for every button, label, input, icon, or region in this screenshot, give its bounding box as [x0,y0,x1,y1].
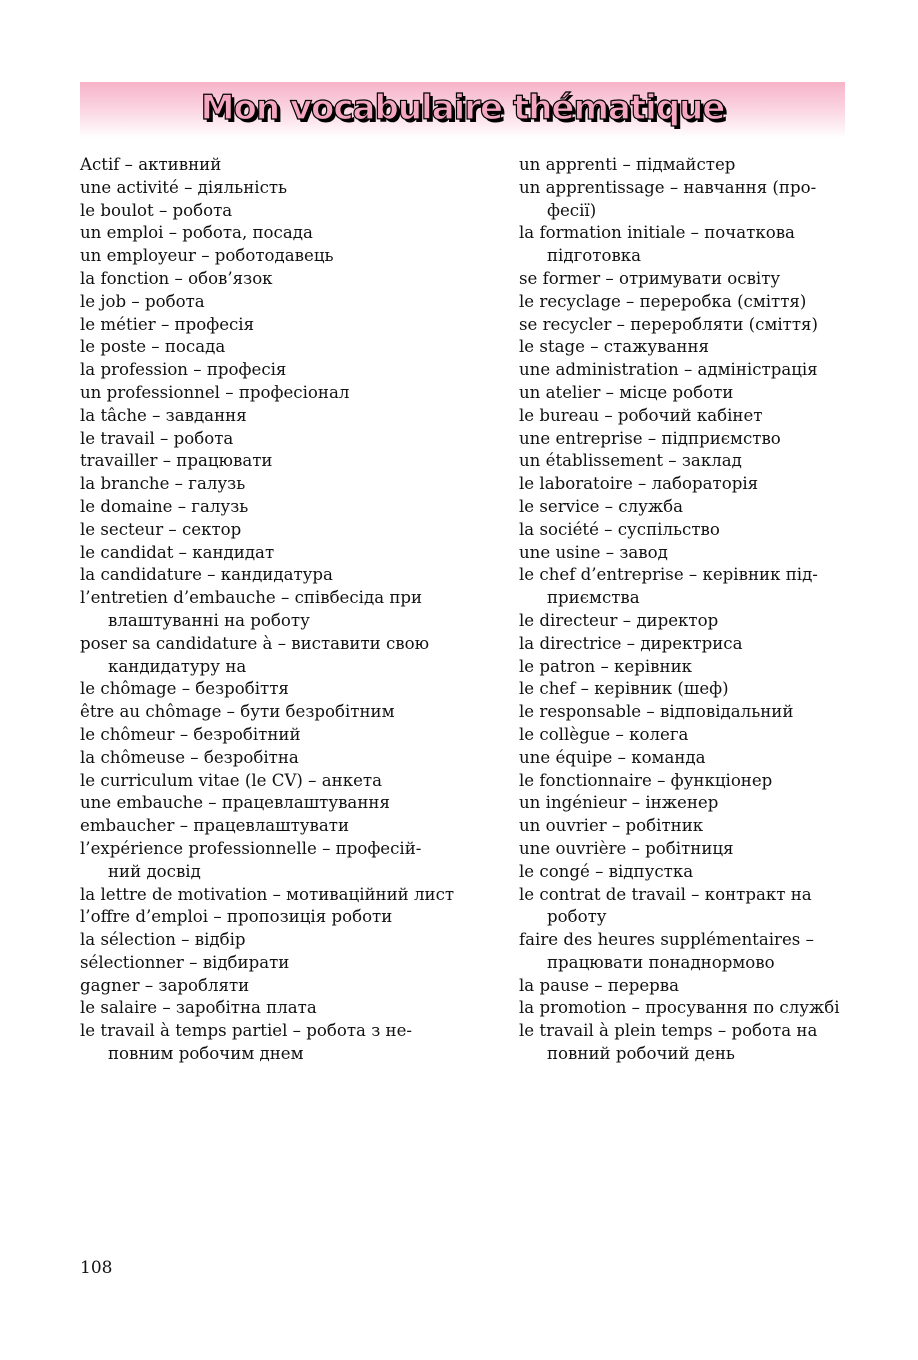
vocabulary-entry [519,1020,845,1066]
vocabulary-entry-text: le boulot – робота [80,200,233,220]
vocabulary-entry-text: une administration – адміністрація [519,360,818,380]
vocabulary-entry-text: un apprentissage – навчання (про- [519,177,817,197]
vocabulary-entry-text: le service – служба [519,496,684,516]
vocabulary-entry [519,496,845,519]
vocabulary-entry-text: la pause – перерва [519,975,680,995]
vocabulary-entry-text: la profession – професія [80,360,287,380]
vocabulary-entry [80,542,468,565]
vocabulary-entry [80,359,468,382]
vocabulary-entry [80,678,468,701]
vocabulary-entry-text: la formation initiale – початкова [519,223,795,243]
vocabulary-entry [519,815,845,838]
vocabulary-entry-text: le chef – керівник (шеф) [519,679,729,699]
vocabulary-entry [80,405,468,428]
vocabulary-entry [80,975,468,998]
vocabulary-entry [80,838,468,884]
vocabulary-entry-text: le domaine – галузь [80,496,249,516]
vocabulary-entry-continuation: підготовка [547,246,642,266]
vocabulary-entry [519,314,845,337]
vocabulary-entry [80,382,468,405]
vocabulary-entry-text: le fonctionnaire – функціонер [519,770,773,790]
vocabulary-entry [519,724,845,747]
vocabulary-entry [519,268,845,291]
vocabulary-entry-continuation: повний робочий день [547,1044,735,1064]
vocabulary-entry [519,633,845,656]
vocabulary-entry-text: la branche – галузь [80,474,246,494]
vocabulary-entry-text: une entreprise – підприємство [519,428,781,448]
vocabulary-entry-text: une équipe – команда [519,747,706,767]
vocabulary-entry [519,542,845,565]
vocabulary-entry-text: le chef d’entreprise – керівник під- [519,565,818,585]
vocabulary-entry-text: une ouvrière – робітниця [519,838,734,858]
vocabulary-entry [519,884,845,930]
vocabulary-entry-text: le stage – стажування [519,337,709,357]
vocabulary-entry [80,633,468,679]
vocabulary-entry-text: une activité – діяльність [80,177,288,197]
vocabulary-entry-text: embaucher – працевлаштувати [80,816,350,836]
vocabulary-entry [519,222,845,268]
vocabulary-entry-continuation: повним робочим днем [108,1044,304,1064]
vocabulary-column-left [80,154,468,1066]
vocabulary-entry [519,861,845,884]
vocabulary-entry-continuation: працювати понаднормово [547,952,775,972]
vocabulary-entry-text: un ouvrier – робітник [519,816,704,836]
vocabulary-entry-text: le contrat de travail – контракт на [519,884,812,904]
vocabulary-entry [80,314,468,337]
vocabulary-entry-continuation: влаштуванні на роботу [108,610,310,630]
vocabulary-entry-text: une embauche – працевлаштування [80,793,390,813]
vocabulary-entry [519,154,845,177]
vocabulary-column-right [519,154,845,1066]
vocabulary-entry-continuation: кандидатуру на [108,656,247,676]
vocabulary-entry [80,952,468,975]
vocabulary-entry [80,450,468,473]
vocabulary-entry-text: se recycler – переробляти (сміття) [519,314,818,334]
vocabulary-entry-text: le job – робота [80,291,205,311]
vocabulary-entry-text: faire des heures supplémentaires – [519,930,814,950]
vocabulary-entry-text: la directrice – директриса [519,633,743,653]
page-title: Mon vocabulaire thématique [200,88,725,128]
vocabulary-entry-text: l’offre d’emploi – пропозиція роботи [80,907,393,927]
page-number: 108 [80,1258,113,1278]
vocabulary-entry-text: le secteur – сектор [80,519,242,539]
vocabulary-entry [519,792,845,815]
vocabulary-entry-text: un ingénieur – інженер [519,793,719,813]
vocabulary-entry [80,997,468,1020]
vocabulary-entry-text: le patron – керівник [519,656,692,676]
vocabulary-entry [519,177,845,223]
vocabulary-entry [519,564,845,610]
vocabulary-entry [80,200,468,223]
vocabulary-entry [80,473,468,496]
vocabulary-entry-text: le responsable – відповідальний [519,702,794,722]
vocabulary-entry-text: le curriculum vitae (le CV) – анкета [80,770,382,790]
vocabulary-entry-text: un employeur – роботодавець [80,246,334,266]
vocabulary-entry-text: un apprenti – підмайстер [519,155,736,174]
vocabulary-entry [519,770,845,793]
vocabulary-entry-text: le laboratoire – лабораторія [519,474,759,494]
vocabulary-entry-text: travailler – працювати [80,451,273,471]
vocabulary-entry-text: le recyclage – переробка (сміття) [519,291,807,311]
vocabulary-entry [519,656,845,679]
vocabulary-entry [80,564,468,587]
vocabulary-entry-text: le travail à temps partiel – робота з не- [80,1021,413,1041]
vocabulary-entry-text: un emploi – робота, посада [80,223,313,243]
vocabulary-entry [519,997,845,1020]
vocabulary-entry-text: la tâche – завдання [80,405,247,425]
vocabulary-entry [80,1020,468,1066]
vocabulary-entry [80,268,468,291]
vocabulary-entry-text: se former – отримувати освіту [519,268,781,288]
vocabulary-entry [519,428,845,451]
vocabulary-entry-text: un établissement – заклад [519,451,742,471]
vocabulary-entry-continuation: приємства [547,588,640,608]
vocabulary-entry [519,519,845,542]
vocabulary-entry-text: un professionnel – професіонал [80,382,350,402]
vocabulary-entry-text: le métier – професія [80,314,255,334]
vocabulary-entry [519,382,845,405]
title-banner [80,82,845,138]
vocabulary-entry [519,975,845,998]
vocabulary-entry-text: la société – суспільство [519,519,720,539]
vocabulary-entry-text: la sélection – відбір [80,930,246,950]
vocabulary-entry [80,884,468,907]
vocabulary-entry [519,450,845,473]
vocabulary-entry [80,177,468,200]
vocabulary-entry [80,770,468,793]
vocabulary-entry-text: une usine – завод [519,542,668,562]
vocabulary-entry [519,838,845,861]
vocabulary-entry-text: le chômage – безробіття [80,679,289,699]
vocabulary-entry [80,245,468,268]
vocabulary-entry [519,610,845,633]
vocabulary-entry-text: le poste – посада [80,337,226,357]
vocabulary-entry [80,747,468,770]
vocabulary-entry [80,906,468,929]
vocabulary-entry-text: le congé – відпустка [519,861,694,881]
vocabulary-entry [80,496,468,519]
vocabulary-entry [519,405,845,428]
vocabulary-entry-text: la lettre de motivation – мотиваційний лист [80,884,455,904]
vocabulary-entry-text: le directeur – директор [519,610,719,630]
vocabulary-entry-text: le collègue – колега [519,724,689,744]
vocabulary-entry [80,222,468,245]
vocabulary-entry-text: la fonction – обов’язок [80,268,273,288]
vocabulary-entry-text: le chômeur – безробітний [80,724,301,744]
vocabulary-entry-text: la promotion – просування по службі [519,998,840,1018]
vocabulary-entry [80,701,468,724]
vocabulary-entry-text: gagner – заробляти [80,975,250,995]
vocabulary-entry-text: un atelier – місце роботи [519,382,734,402]
vocabulary-entry-continuation: роботу [547,907,607,927]
vocabulary-entry [80,587,468,633]
vocabulary-entry [80,336,468,359]
vocabulary-entry [519,929,845,975]
vocabulary-entry [519,747,845,770]
vocabulary-entry-text: poser sa candidature à – виставити свою [80,633,430,653]
vocabulary-entry [80,815,468,838]
vocabulary-entry-continuation: ний досвід [108,861,201,881]
vocabulary-entry [80,519,468,542]
vocabulary-entry [80,291,468,314]
vocabulary-entry [519,701,845,724]
vocabulary-entry-text: être au chômage – бути безробітним [80,702,395,722]
vocabulary-entry-text: le travail à plein temps – робота на [519,1021,818,1041]
vocabulary-entry-text: sélectionner – відбирати [80,952,290,972]
vocabulary-entry-text: Actif – активний [80,155,222,174]
vocabulary-entry-text: la chômeuse – безробітна [80,747,299,767]
vocabulary-entry [519,678,845,701]
vocabulary-entry [519,359,845,382]
vocabulary-entry-text: l’entretien d’embauche – співбесіда при [80,588,423,608]
vocabulary-entry [80,428,468,451]
vocabulary-entry-text: le salaire – заробітна плата [80,998,317,1018]
vocabulary-entry-continuation: фесії) [547,200,597,220]
vocabulary-entry-text: le bureau – робочий кабінет [519,405,763,425]
vocabulary-entry [80,792,468,815]
vocabulary-entry [80,154,468,177]
vocabulary-entry [80,724,468,747]
vocabulary-entry-text: l’expérience professionnelle – професій- [80,838,422,858]
vocabulary-entry-text: la candidature – кандидатура [80,565,333,585]
vocabulary-entry-text: le travail – робота [80,428,234,448]
vocabulary-entry [519,336,845,359]
vocabulary-entry [519,473,845,496]
vocabulary-entry [519,291,845,314]
vocabulary-entry [80,929,468,952]
vocabulary-entry-text: le candidat – кандидат [80,542,275,562]
